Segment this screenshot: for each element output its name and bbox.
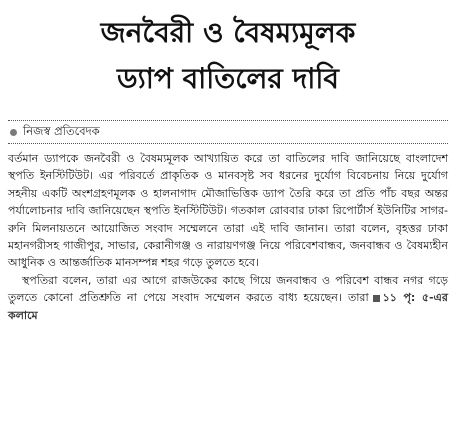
byline-text: নিজস্ব প্রতিবেদক (23, 123, 100, 138)
continuation-jump: ১১ পৃ: ৫-এর কলামে (8, 291, 448, 322)
byline-rule-top (8, 120, 448, 121)
headline-line-1: জনবৈরী ও বৈষম্যমূলক (100, 16, 356, 49)
byline (10, 123, 100, 141)
headline-line-2: ড্যাপ বাতিলের দাবি (116, 62, 339, 95)
bullet-icon (10, 129, 17, 136)
body-paragraph-2-text: স্থপতিরা বলেন, তারা এর আগে রাজউকের কাছে গিয়ে জনবান্ধব ও পরিবেশ বান্ধব নগর গড়ে তুলতে কোনো প্রতিশ্রুতি না পেয়ে সংবাদ সম্মেলন করতে বাধ্য হয়েছেন। তারা (8, 273, 448, 305)
body-paragraph-1: বর্তমান ড্যাপকে জনবৈরী ও বৈষম্যমূলক আখ্যায়িত করে তা বাতিলের দাবি জানিয়েছে বাংলাদেশ স্থপতি ইনস্টিটিউট। এর পরিবর্তে প্রাকৃতিক ও মানবসৃষ্ট সব ধরনের দুর্যোগ বিবেচনায় নিয়ে দুর্যোগ সহনীয় একটি অংশগ্রহণমূলক ও হালনাগাদ মৌজাভিত্তিক ড্যাপ তৈরি করে তা প্রতি পাঁচ বছর অন্তর পর্যালোচনার দাবি জানিয়েছেন স্থপতি ইনস্টিটিউট। গতকাল রোববার ঢাকা রিপোর্টার্স ইউনিটির সাগর-রুনি মিলনায়তনে আয়োজিত সংবাদ সম্মেলনে তারা এই দাবি জানান। তারা বলেন, বৃহত্তর ঢাকা মহানগরীসহ গাজীপুর, সাভার, কেরানীগঞ্জ ও নারায়ণগঞ্জ নিয়ে পরিবেশবান্ধব, জনবান্ধব ও বৈষম্যহীন আধুনিক ও আন্তর্জাতিক মানসম্পন্ন শহর গড়ে তুলতে হবে। (8, 152, 448, 270)
article-body (8, 150, 448, 324)
body-paragraph-2 (8, 272, 448, 324)
byline-rule-bottom (8, 143, 448, 144)
continuation-marker-icon (373, 295, 380, 302)
